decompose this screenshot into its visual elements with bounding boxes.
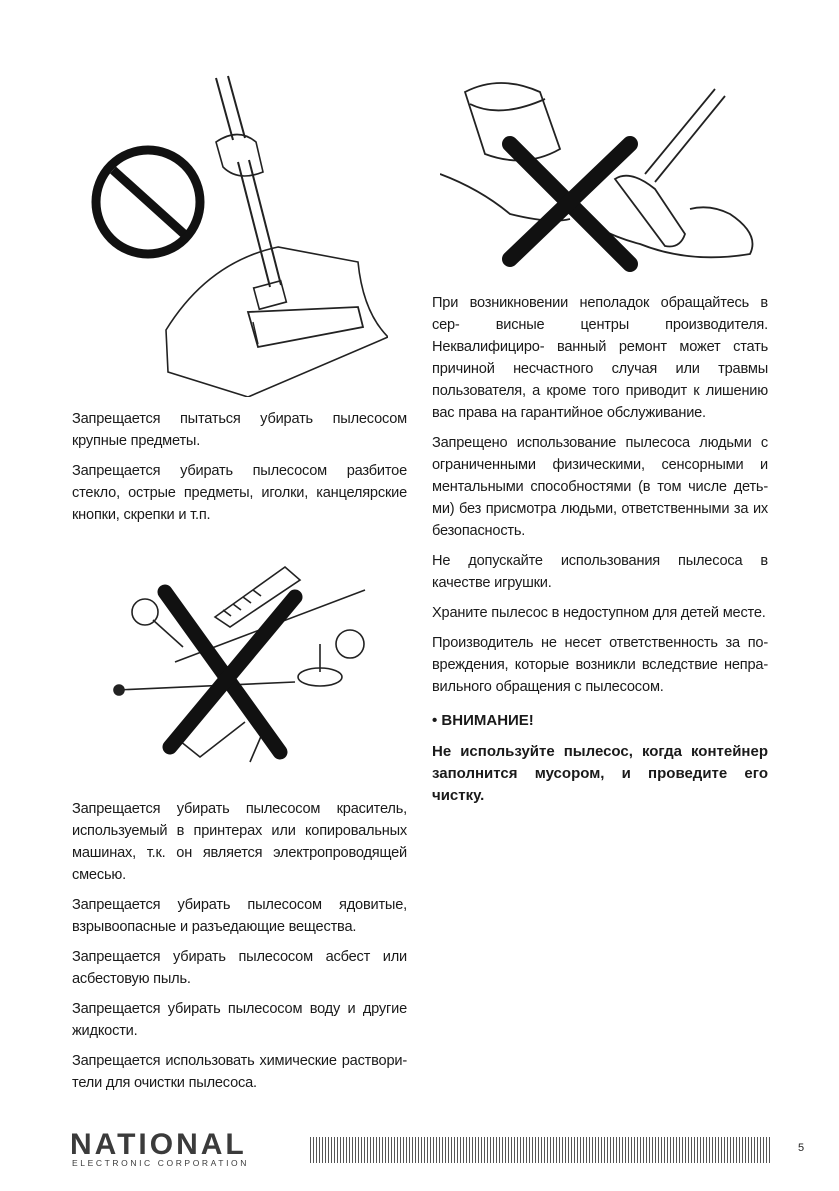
paragraph-no-asbestos: Запрещается убирать пылесосом асбест или асбестовую пыль. (72, 949, 407, 987)
page-footer (0, 1130, 839, 1170)
paragraph-not-a-toy: Не допускайте использования пылесоса в качестве игрушки. (432, 553, 768, 591)
page-number: 5 (798, 1142, 805, 1154)
illustration-no-large-objects (88, 72, 388, 397)
paragraph-restricted-users: Запрещено использование пылесоса людьми с ограниченными физическими, сенсорными и ментальными способностями (в том числе деть- ми) без присмотра людьми, ответственными за их безопасность. (432, 435, 768, 539)
illustration-no-sharp-objects (105, 552, 375, 772)
paragraph-no-large-objects: Запрещается пытаться убирать пылесосом крупные предметы. (72, 411, 407, 449)
paragraph-no-sharp-objects: Запрещается убирать пылесосом разбитое стекло, острые предметы, иголки, канцелярские кнопки, скрепки и т.п. (72, 463, 407, 523)
illustration-no-liquids (440, 74, 770, 286)
warning-heading: • ВНИМАНИЕ! (432, 712, 534, 729)
paragraph-no-toner: Запрещается убирать пылесосом краситель, используемый в принтерах или копировальных машинах, т.к. он является электропроводящей смесью. (72, 801, 407, 883)
warning-text: Не используйте пылесос, когда контейнер заполнится мусором, и проведите его чистку. (432, 743, 768, 804)
left-text-block-1 (72, 408, 407, 534)
paragraph-no-toxic: Запрещается убирать пылесосом ядовитые, взрывоопасные и разъедающие вещества. (72, 897, 407, 935)
decorative-pattern-bar (310, 1137, 772, 1163)
brand-logo: NATIONAL (70, 1128, 247, 1161)
paragraph-liability: Производитель не несет ответственность за по- вреждения, которые возникли вследствие непра- вильного обращения с пылесосом. (432, 635, 768, 695)
brand-logo-subtitle: ELECTRONIC CORPORATION (72, 1158, 249, 1168)
left-text-block-2 (72, 798, 407, 1102)
paragraph-service-centers: При возникновении неполадок обращайтесь в сер- висные центры производителя. Неквалифициро- ванный ремонт может стать причиной несчастного случая или травмы пользователя, а кроме того приводит к лишению вас права на гарантийное обслуживание. (432, 295, 768, 421)
paragraph-no-solvents: Запрещается использовать химические раствори- тели для очистки пылесоса. (72, 1053, 407, 1091)
right-text-block (432, 292, 768, 807)
paragraph-no-water: Запрещается убирать пылесосом воду и другие жидкости. (72, 1001, 407, 1039)
paragraph-storage: Храните пылесос в недоступном для детей месте. (432, 605, 766, 621)
